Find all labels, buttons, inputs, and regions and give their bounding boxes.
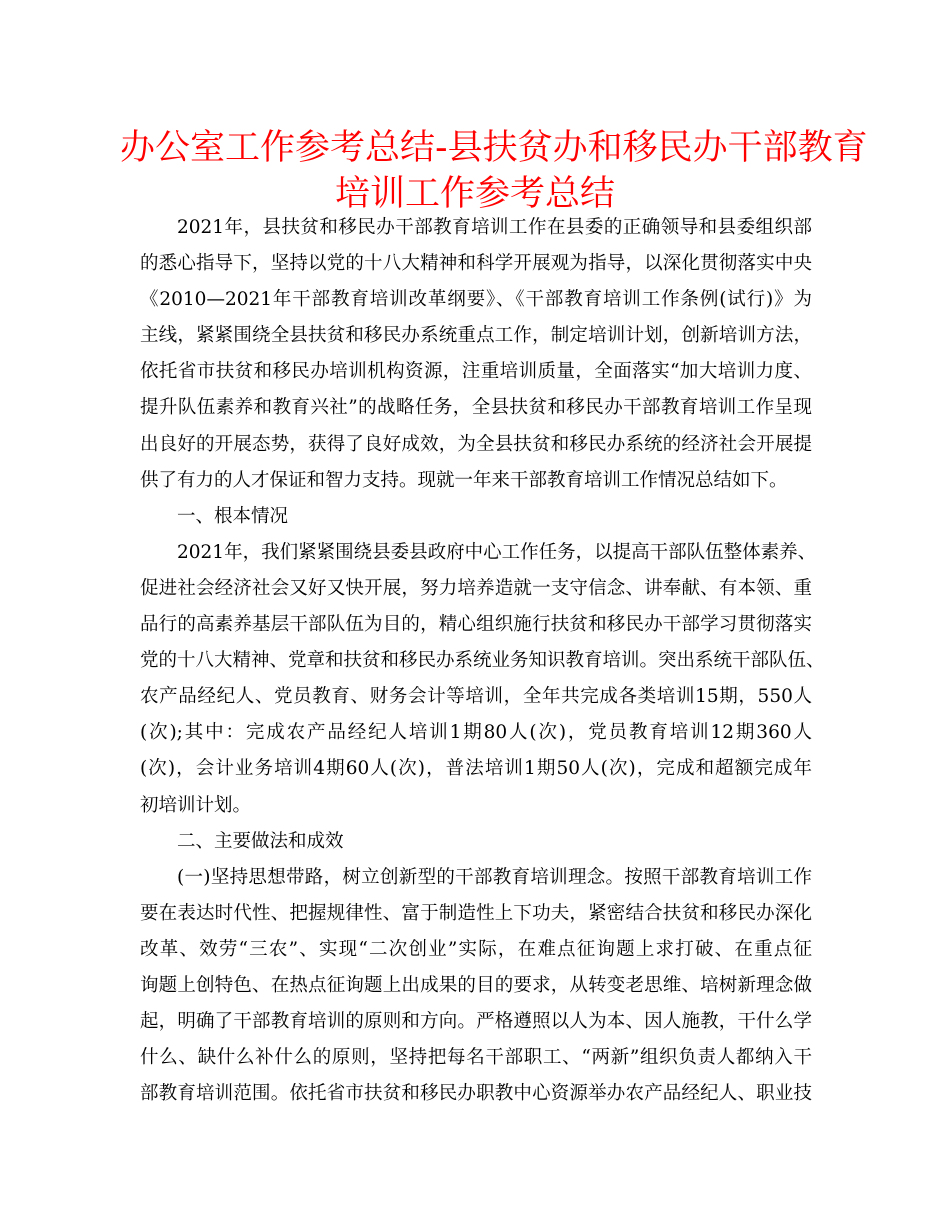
paragraph-line: 询题上创特色、在热点征询题上出成果的目的要求，从转变老思维、培树新理念做 bbox=[140, 974, 812, 996]
paragraph-line: 部教育培训范围。依托省市扶贫和移民办职教中心资源举办农产品经纪人、职业技 bbox=[140, 1083, 812, 1105]
paragraph-line: 出良好的开展态势，获得了良好成效，为全县扶贫和移民办系统的经济社会开展提 bbox=[140, 433, 812, 455]
paragraph-line: 改革、效劳“三农”、实现“二次创业”实际，在难点征询题上求打破、在重点征 bbox=[140, 938, 812, 960]
paragraph-line: (次);其中：完成农产品经纪人培训1期80人(次)，党员教育培训12期360人 bbox=[140, 722, 812, 744]
paragraph-line: 促进社会经济社会又好又快开展，努力培养造就一支守信念、讲奉献、有本领、重 bbox=[140, 577, 812, 599]
paragraph-line: 什么、缺什么补什么的原则，坚持把每名干部职工、“两新”组织负责人都纳入干 bbox=[140, 1047, 812, 1069]
paragraph-line: (次)，会计业务培训4期60人(次)，普法培训1期50人(次)，完成和超额完成年 bbox=[140, 758, 812, 780]
document-title-line-1: 办公室工作参考总结-县扶贫办和移民办干部教育 bbox=[120, 128, 868, 168]
section-heading: 一、根本情况 bbox=[177, 505, 289, 527]
paragraph-line: 主线，紧紧围绕全县扶贫和移民办系统重点工作，制定培训计划，创新培训方法， bbox=[140, 325, 812, 347]
paragraph-line: 《2010—2021年干部教育培训改革纲要》、《干部教育培训工作条例(试行)》为 bbox=[140, 289, 812, 311]
paragraph-line: 2021年，我们紧紧围绕县委县政府中心工作任务，以提高干部队伍整体素养、 bbox=[177, 541, 817, 563]
paragraph-line: 党的十八大精神、党章和扶贫和移民办系统业务知识教育培训。突出系统干部队伍、 bbox=[140, 650, 825, 672]
paragraph-line: 依托省市扶贫和移民办培训机构资源，注重培训质量，全面落实“加大培训力度、 bbox=[140, 361, 812, 383]
paragraph-line: 2021年，县扶贫和移民办干部教育培训工作在县委的正确领导和县委组织部 bbox=[177, 217, 812, 238]
paragraph-line: 提升队伍素养和教育兴社”的战略任务，全县扶贫和移民办干部教育培训工作呈现 bbox=[140, 397, 812, 419]
paragraph-line: 起，明确了干部教育培训的原则和方向。严格遵照以人为本、因人施教，干什么学 bbox=[140, 1011, 812, 1033]
paragraph-line: 的悉心指导下，坚持以党的十八大精神和科学开展观为指导，以深化贯彻落实中央 bbox=[140, 253, 812, 275]
paragraph-line: (一)坚持思想带路，树立创新型的干部教育培训理念。按照干部教育培训工作 bbox=[177, 866, 812, 888]
document-title-line-2: 培训工作参考总结 bbox=[334, 174, 615, 214]
paragraph-line: 初培训计划。 bbox=[140, 794, 252, 816]
paragraph-line: 农产品经纪人、党员教育、财务会计等培训，全年共完成各类培训15期，550人 bbox=[140, 686, 812, 708]
paragraph-line: 要在表达时代性、把握规律性、富于制造性上下功夫，紧密结合扶贫和移民办深化 bbox=[140, 902, 812, 924]
paragraph-line: 供了有力的人才保证和智力支持。现就一年来干部教育培训工作情况总结如下。 bbox=[140, 469, 788, 491]
section-heading: 二、主要做法和成效 bbox=[177, 830, 344, 852]
document-body bbox=[140, 210, 825, 1112]
paragraph-line: 品行的高素养基层干部队伍为目的，精心组织施行扶贫和移民办干部学习贯彻落实 bbox=[140, 614, 812, 636]
